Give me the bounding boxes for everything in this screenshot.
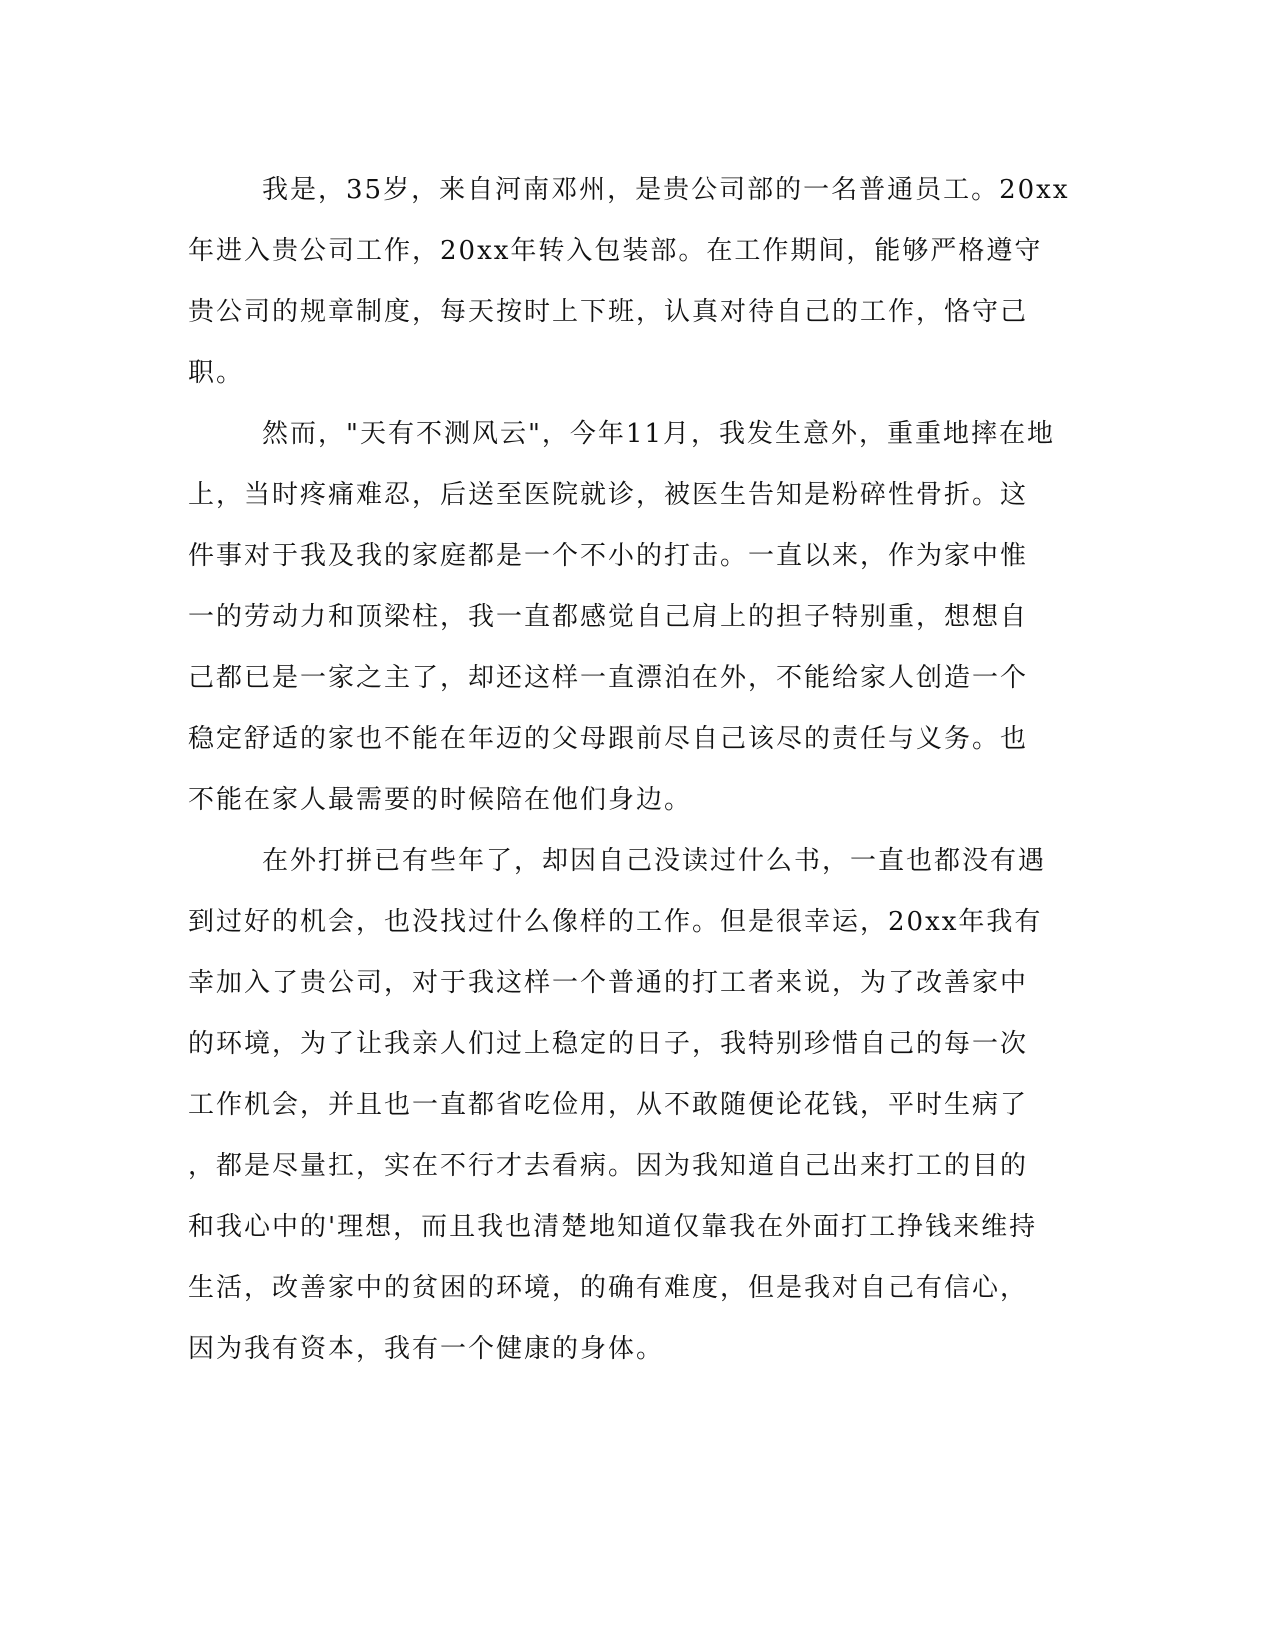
text-line: 工作机会，并且也一直都省吃俭用，从不敢随便论花钱，平时生病了 (188, 1090, 1029, 1120)
text-line: 生活，改善家中的贫困的环境，的确有难度，但是我对自己有信心， (188, 1273, 1029, 1303)
text-line: 到过好的机会，也没找过什么像样的工作。但是很幸运，20xx年我有 (188, 907, 1043, 937)
paragraph-1 (188, 160, 1088, 404)
text-line: 幸加入了贵公司，对于我这样一个普通的打工者来说，为了改善家中 (188, 968, 1029, 998)
paragraph-2 (188, 404, 1088, 831)
text-line: 和我心中的'理想，而且我也清楚地知道仅靠我在外面打工挣钱来维持 (188, 1212, 1038, 1242)
paragraph-3 (188, 831, 1088, 1380)
text-line: 年进入贵公司工作，20xx年转入包装部。在工作期间，能够严格遵守 (188, 236, 1043, 266)
text-line: ，都是尽量扛，实在不行才去看病。因为我知道自己出来打工的目的 (188, 1151, 1029, 1181)
text-line: 在外打拼已有些年了，却因自己没读过什么书，一直也都没有遇 (262, 846, 1047, 876)
text-line: 我是，35岁，来自河南邓州，是贵公司部的一名普通员工。20xx (262, 175, 1070, 205)
text-line: 不能在家人最需要的时候陪在他们身边。 (188, 785, 693, 815)
body-text (188, 160, 1088, 1380)
text-line: 的环境，为了让我亲人们过上稳定的日子，我特别珍惜自己的每一次 (188, 1029, 1029, 1059)
text-line: 己都已是一家之主了，却还这样一直漂泊在外，不能给家人创造一个 (188, 663, 1029, 693)
text-line: 上，当时疼痛难忍，后送至医院就诊，被医生告知是粉碎性骨折。这 (188, 480, 1029, 510)
text-line: 稳定舒适的家也不能在年迈的父母跟前尽自己该尽的责任与义务。也 (188, 724, 1029, 754)
text-line: 然而，"天有不测风云"，今年11月，我发生意外，重重地摔在地 (262, 419, 1056, 449)
text-line: 因为我有资本，我有一个健康的身体。 (188, 1334, 665, 1364)
text-line: 一的劳动力和顶梁柱，我一直都感觉自己肩上的担子特别重，想想自 (188, 602, 1029, 632)
text-line: 件事对于我及我的家庭都是一个不小的打击。一直以来，作为家中惟 (188, 541, 1029, 571)
text-line: 贵公司的规章制度，每天按时上下班，认真对待自己的工作，恪守己 (188, 297, 1029, 327)
text-line: 职。 (188, 358, 245, 388)
